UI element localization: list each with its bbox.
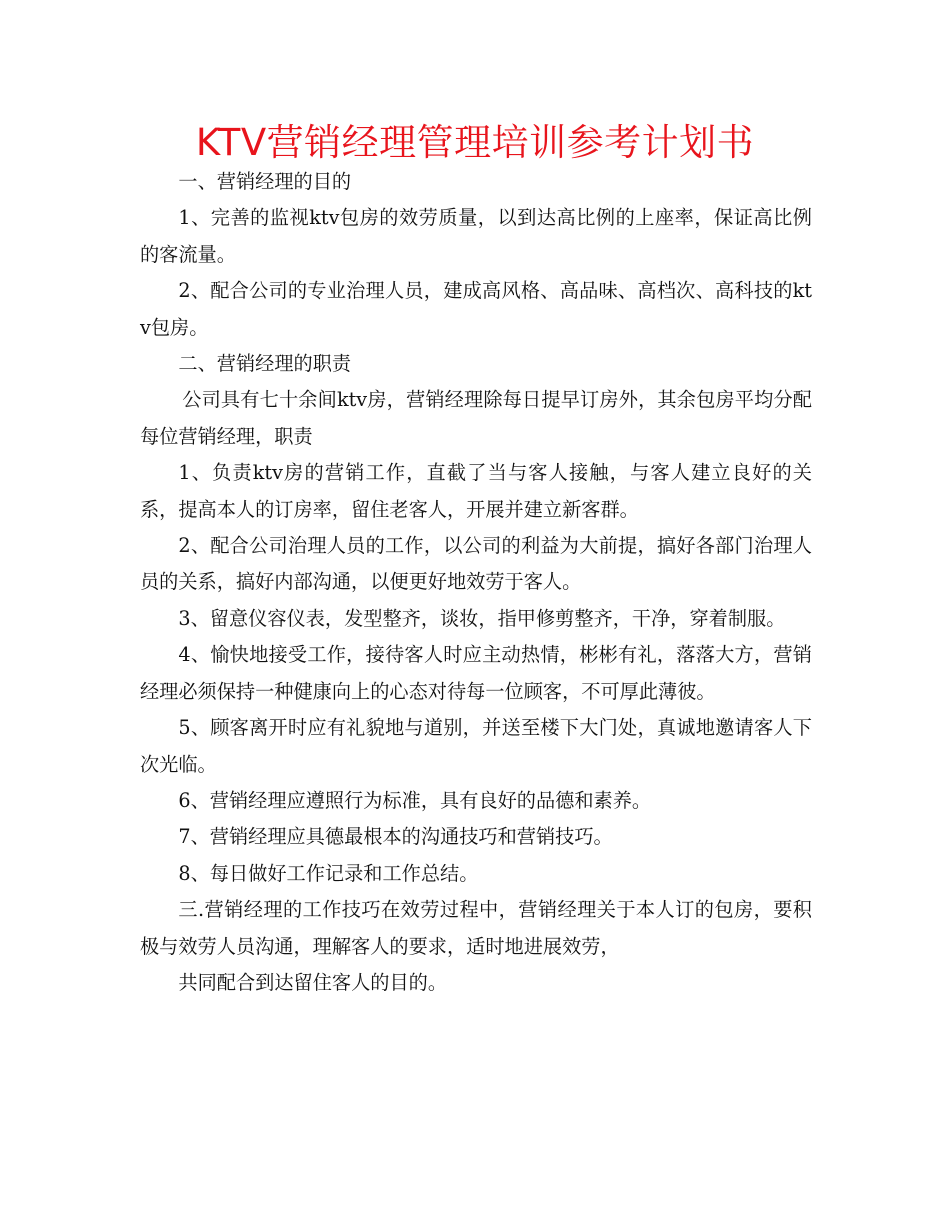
paragraph: 3、留意仪容仪表，发型整齐，谈妆，指甲修剪整齐，干净，穿着制服。 — [178, 606, 786, 630]
paragraph: 7、营销经理应具德最根本的沟通技巧和营销技巧。 — [178, 825, 613, 849]
paragraph: 1、负责ktv房的营销工作，直截了当与客人接触，与客人建立良好的关系，提高本人的订房率，留住老客人，开展并建立新客群。 — [140, 461, 812, 521]
paragraph: 1、完善的监视ktv包房的效劳质量，以到达高比例的上座率，保证高比例的客流量。 — [140, 206, 812, 266]
document-title: KTV营销经理管理培训参考计划书 — [195, 121, 755, 164]
paragraph: 8、每日做好工作记录和工作总结。 — [178, 861, 479, 885]
section-heading-purpose: 一、营销经理的目的 — [178, 170, 352, 193]
paragraph: 5、顾客离开时应有礼貌地与道别，并送至楼下大门处，真诚地邀请客人下次光临。 — [140, 716, 812, 776]
paragraph: 6、营销经理应遵照行为标准，具有良好的品德和素养。 — [178, 788, 652, 812]
paragraph: 2、配合公司治理人员的工作，以公司的利益为大前提，搞好各部门治理人员的关系，搞好内部沟通，以便更好地效劳于客人。 — [140, 534, 812, 594]
paragraph: 4、愉快地接受工作，接待客人时应主动热情，彬彬有礼，落落大方，营销经理必须保持一种健康向上的心态对待每一位顾客，不可厚此薄彼。 — [140, 643, 812, 703]
section-heading-duties: 二、营销经理的职责 — [178, 352, 352, 376]
document-body — [140, 164, 812, 1001]
paragraph: 2、配合公司的专业治理人员，建成高风格、高品味、高档次、高科技的ktv包房。 — [140, 279, 812, 339]
paragraph: 公司具有七十余间ktv房，营销经理除每日提早订房外，其余包房平均分配每位营销经理，职责 — [140, 388, 812, 448]
section-heading-skills: 三.营销经理的工作技巧在效劳过程中，营销经理关于本人订的包房，要积极与效劳人员沟通，理解客人的要求，适时地进展效劳， — [140, 898, 812, 958]
paragraph: 共同配合到达留住客人的目的。 — [178, 970, 448, 994]
